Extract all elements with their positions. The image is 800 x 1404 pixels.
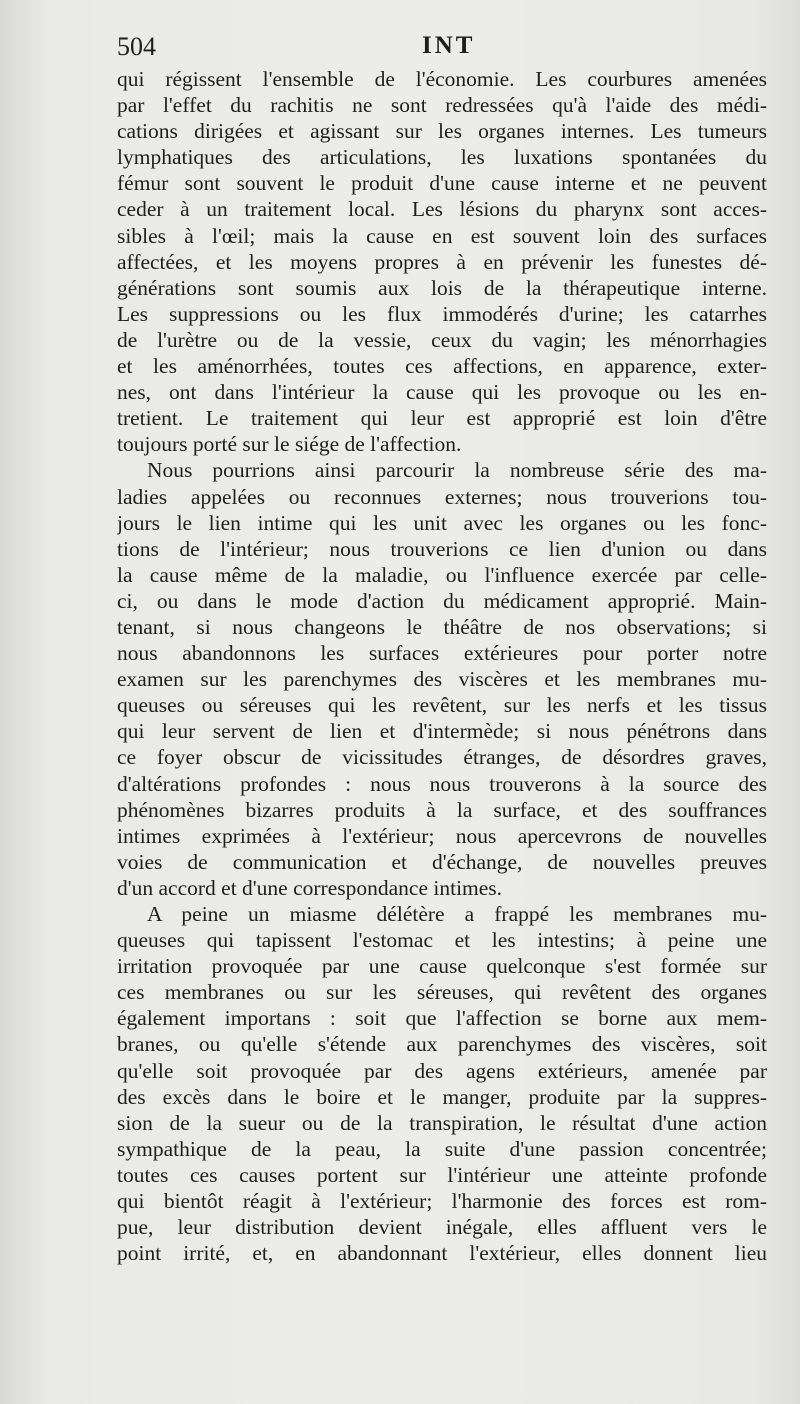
- text-line: la cause même de la maladie, ou l'influence exercée par celle-: [117, 562, 767, 587]
- text-line: qu'elle soit provoquée par des agens extérieurs, amenée par: [117, 1058, 767, 1083]
- text-line: des excès dans le boire et le manger, produite par la suppres-: [117, 1084, 767, 1109]
- text-line: toutes ces causes portent sur l'intérieur une atteinte profonde: [117, 1162, 767, 1187]
- text-line: queuses qui tapissent l'estomac et les intestins; à peine une: [117, 928, 767, 953]
- text-line: irritation provoquée par une cause quelconque s'est formée sur: [117, 954, 767, 979]
- text-line: fémur sont souvent le produit d'une cause interne et ne peuvent: [117, 171, 767, 196]
- text-line: intimes exprimées à l'extérieur; nous apercevrons de nouvelles: [117, 823, 767, 848]
- text-line: sibles à l'œil; mais la cause en est souvent loin des surfaces: [117, 223, 767, 248]
- text-line: tenant, si nous changeons le théâtre de nos observations; si: [117, 614, 767, 639]
- text-line: jours le lien intime qui les unit avec les organes ou les fonc-: [117, 510, 767, 535]
- text-line: nous abandonnons les surfaces extérieures pour porter notre: [117, 641, 767, 666]
- text-line: de l'urètre ou de la vessie, ceux du vagin; les ménorrhagies: [117, 327, 767, 352]
- text-line: sympathique de la peau, la suite d'une passion concentrée;: [117, 1136, 767, 1161]
- text-line: ce foyer obscur de vicissitudes étranges, de désordres graves,: [117, 745, 767, 770]
- text-line: affectées, et les moyens propres à en prévenir les funestes dé-: [117, 249, 767, 274]
- text-line: par l'effet du rachitis ne sont redressées qu'à l'aide des médi-: [117, 93, 767, 118]
- page-header: [117, 32, 767, 64]
- text-line: lymphatiques des articulations, les luxations spontanées du: [117, 145, 767, 170]
- text-line: ces membranes ou sur les séreuses, qui revêtent des organes: [117, 980, 767, 1005]
- text-line: également importans : soit que l'affection se borne aux mem-: [117, 1006, 767, 1031]
- text-line: Les suppressions ou les flux immodérés d'urine; les catarrhes: [117, 301, 767, 326]
- text-line: branes, ou qu'elle s'étende aux parenchymes des viscères, soit: [117, 1032, 767, 1057]
- running-head: INT: [422, 32, 476, 59]
- text-line: A peine un miasme délétère a frappé les membranes mu-: [147, 902, 767, 926]
- text-line: qui bientôt réagit à l'extérieur; l'harmonie des forces est rom-: [117, 1189, 767, 1214]
- body-text: [117, 66, 767, 1266]
- text-line: tions de l'intérieur; nous trouverions ce lien d'union ou dans: [117, 536, 767, 561]
- text-line: queuses ou séreuses qui les revêtent, sur les nerfs et les tissus: [117, 693, 767, 718]
- text-line: tretient. Le traitement qui leur est approprié est loin d'être: [117, 406, 767, 431]
- text-line: point irrité, et, en abandonnant l'extérieur, elles donnent lieu: [117, 1241, 767, 1266]
- text-line: examen sur les parenchymes des viscères et les membranes mu-: [117, 667, 767, 692]
- page-number: 504: [117, 32, 156, 61]
- text-line: nes, ont dans l'intérieur la cause qui les provoque ou les en-: [117, 380, 767, 405]
- text-line: voies de communication et d'échange, de nouvelles preuves: [117, 849, 767, 874]
- text-line: ceder à un traitement local. Les lésions du pharynx sont acces-: [117, 197, 767, 222]
- text-line: pue, leur distribution devient inégale, elles affluent vers le: [117, 1215, 767, 1240]
- text-line: qui régissent l'ensemble de l'économie. Les courbures amenées: [117, 67, 767, 91]
- text-line: sion de la sueur ou de la transpiration, le résultat d'une action: [117, 1110, 767, 1135]
- text-line: ci, ou dans le mode d'action du médicament approprié. Main-: [117, 588, 767, 613]
- text-line: ladies appelées ou reconnues externes; nous trouverions tou-: [117, 484, 767, 509]
- text-line: d'un accord et d'une correspondance intimes.: [117, 875, 503, 900]
- text-line: d'altérations profondes : nous nous trouverons à la source des: [117, 771, 767, 796]
- text-line: phénomènes bizarres produits à la surface, et des souffrances: [117, 797, 767, 822]
- text-line: générations sont soumis aux lois de la thérapeutique interne.: [117, 275, 767, 300]
- text-line: Nous pourrions ainsi parcourir la nombreuse série des ma-: [147, 458, 767, 483]
- text-line: qui leur servent de lien et d'intermède; si nous pénétrons dans: [117, 719, 767, 744]
- text-line: cations dirigées et agissant sur les organes internes. Les tumeurs: [117, 119, 767, 144]
- text-line: et les aménorrhées, toutes ces affections, en apparence, exter-: [117, 354, 767, 379]
- text-line: toujours porté sur le siége de l'affection.: [117, 432, 462, 457]
